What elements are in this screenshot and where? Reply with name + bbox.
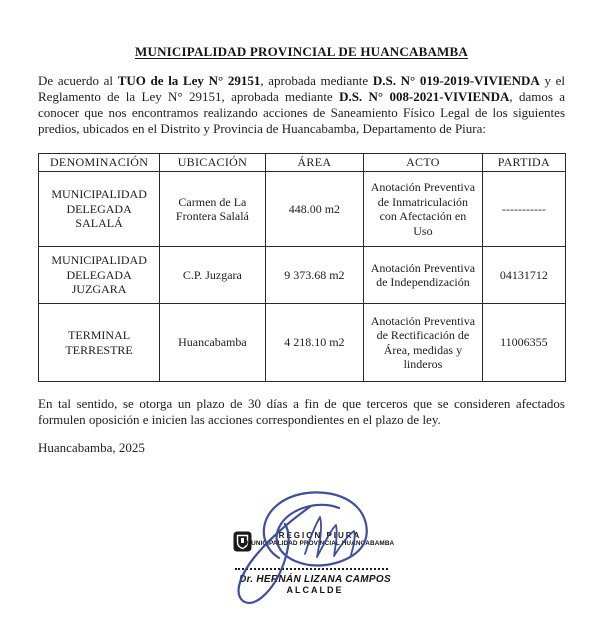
dateline: Huancabamba, 2025	[38, 440, 145, 455]
table-row	[39, 304, 566, 382]
cell-denominacion: TERMINAL TERRESTRE	[39, 304, 160, 382]
intro-text: , damos a conocer que nos encontramos realizando acciones de Saneamiento Físico Legal de los siguientes predios, ubicados en el Distrito y Provincia de Huancabamba, Departamento de Piura:	[38, 89, 565, 136]
signatory-role: ALCALDE	[286, 585, 344, 595]
cell-denominacion: MUNICIPALIDAD DELEGADA JUZGARA	[39, 247, 160, 304]
cell-area: 4 218.10 m2	[265, 304, 364, 382]
cell-acto: Anotación Preventiva de Inmatriculación con Afectación en Uso	[364, 172, 483, 247]
cell-partida: 04131712	[482, 247, 565, 304]
header-denominacion: DENOMINACIÓN	[39, 154, 160, 172]
cell-ubicacion: C.P. Juzgara	[160, 247, 265, 304]
cell-ubicacion: Carmen de La Frontera Salalá	[160, 172, 265, 247]
header-area: ÁREA	[265, 154, 364, 172]
decree-reference-1: D.S. N° 019-2019-VIVIENDA	[372, 73, 540, 88]
cell-acto: Anotación Preventiva de Independización	[364, 247, 483, 304]
page-title: MUNICIPALIDAD PROVINCIAL DE HUANCABAMBA	[135, 44, 468, 59]
stamp-municipality-text: MUNICIPALIDAD PROVINCIAL HUANCABAMBA	[245, 539, 395, 548]
cell-partida: 11006355	[482, 304, 565, 382]
cell-partida: -----------	[482, 172, 565, 247]
header-acto: ACTO	[364, 154, 483, 172]
closing-paragraph: En tal sentido, se otorga un plazo de 30 días a fin de que terceros que se consideren afectados formulen oposición e inicien las acciones correspondientes en el plazo de ley.	[38, 396, 565, 427]
stamp-region-text: REGION PIURA	[278, 531, 362, 540]
cell-area: 9 373.68 m2	[265, 247, 364, 304]
table-row	[39, 247, 566, 304]
intro-text: y el Reglamento de la Ley N° 29151, aprobada mediante	[38, 73, 566, 104]
properties-table	[38, 153, 566, 382]
signature-block	[215, 488, 430, 616]
cell-denominacion: MUNICIPALIDAD DELEGADA SALALÁ	[39, 172, 160, 247]
cell-area: 448.00 m2	[265, 172, 364, 247]
cell-ubicacion: Huancabamba	[160, 304, 265, 382]
table-row	[39, 172, 566, 247]
cell-acto: Anotación Preventiva de Rectificación de Área, medidas y linderos	[364, 304, 483, 382]
table-header-row	[39, 154, 566, 172]
decree-reference-2: D.S. N° 008-2021-VIVIENDA	[339, 89, 510, 104]
header-ubicacion: UBICACIÓN	[160, 154, 265, 172]
intro-text: De acuerdo al	[38, 73, 118, 88]
header-partida: PARTIDA	[482, 154, 565, 172]
document-page	[0, 44, 600, 617]
intro-text: , aprobada mediante	[260, 73, 373, 88]
intro-paragraph	[38, 73, 565, 137]
law-reference: TUO de la Ley N° 29151	[117, 73, 261, 88]
signatory-name: Dr. HERNÁN LIZANA CAMPOS	[239, 574, 391, 585]
handwritten-signature-icon	[215, 488, 430, 616]
